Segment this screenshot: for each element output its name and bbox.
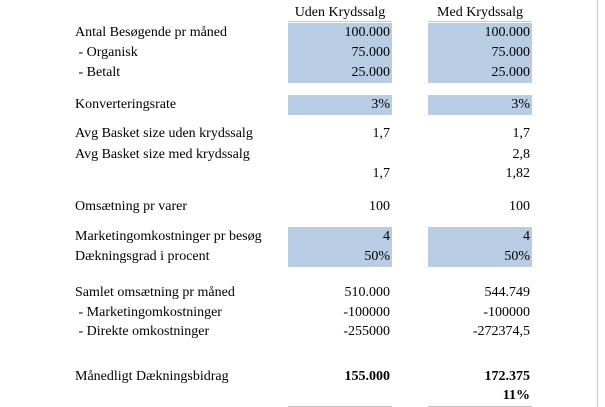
cell-med[interactable]: 172.375 xyxy=(484,369,530,384)
cell-med[interactable]: 1,7 xyxy=(512,126,530,141)
cell-uden[interactable]: 100 xyxy=(369,199,390,214)
row-marketingomkostninger xyxy=(0,303,605,323)
row-daekningsbidrag-pct xyxy=(0,386,605,406)
row-label: Samlet omsætning pr måned xyxy=(75,285,235,300)
cell-med[interactable]: -272374,5 xyxy=(472,324,530,339)
cell-med[interactable]: 11% xyxy=(502,388,530,403)
cell-uden[interactable]: 510.000 xyxy=(344,285,390,300)
row-samlet-omsaetning xyxy=(0,283,605,303)
row-konverteringsrate xyxy=(0,95,605,115)
cell-med[interactable]: 100 xyxy=(509,199,530,214)
cell-med[interactable]: 4 xyxy=(428,227,532,247)
cell-med[interactable]: -100000 xyxy=(483,305,530,320)
row-label: Antal Besøgende pr måned xyxy=(75,25,228,40)
row-antal-besoegende xyxy=(0,23,605,43)
row-organisk xyxy=(0,43,605,63)
row-label: Marketingomkostninger pr besøg xyxy=(75,229,262,244)
cell-med[interactable]: 50% xyxy=(428,247,532,267)
row-basket-med xyxy=(0,145,605,165)
row-label: Avg Basket size med krydssalg xyxy=(75,147,250,162)
cell-uden[interactable]: 25.000 xyxy=(288,63,392,83)
header-underline-1 xyxy=(288,21,392,22)
cell-uden[interactable]: 75.000 xyxy=(288,43,392,63)
row-betalt xyxy=(0,63,605,83)
row-label: Omsætning pr varer xyxy=(75,199,187,214)
cell-med[interactable]: 75.000 xyxy=(428,43,532,63)
cell-med[interactable]: 1,82 xyxy=(505,166,530,181)
row-label: - Organisk xyxy=(75,45,138,60)
row-daekningsgrad xyxy=(0,247,605,267)
row-basket-avg xyxy=(0,164,605,184)
cell-uden[interactable]: 3% xyxy=(288,95,392,115)
cell-med[interactable]: 100.000 xyxy=(428,23,532,43)
header-underline-2 xyxy=(428,21,532,22)
row-direkte-omkostninger xyxy=(0,322,605,342)
row-label: Konverteringsrate xyxy=(75,97,177,112)
row-label: - Marketingomkostninger xyxy=(75,305,222,320)
row-label: Dækningsgrad i procent xyxy=(75,249,210,264)
cell-med[interactable]: 3% xyxy=(428,95,532,115)
cell-uden[interactable]: 50% xyxy=(288,247,392,267)
cell-uden[interactable]: -100000 xyxy=(343,305,390,320)
cell-uden[interactable]: 1,7 xyxy=(372,166,390,181)
row-label: - Direkte omkostninger xyxy=(75,324,210,339)
cell-uden[interactable]: 4 xyxy=(288,227,392,247)
cell-uden[interactable]: 155.000 xyxy=(344,369,390,384)
header-med-krydssalg: Med Krydssalg xyxy=(437,5,523,20)
cell-uden[interactable]: 100.000 xyxy=(288,23,392,43)
row-label: - Betalt xyxy=(75,65,121,80)
row-marketing-pr-besoeg xyxy=(0,227,605,247)
row-omsaetning-pr-varer xyxy=(0,197,605,217)
row-maanedligt-daekningsbidrag xyxy=(0,367,605,387)
cell-med[interactable]: 544.749 xyxy=(484,285,530,300)
header-uden-krydssalg: Uden Krydssalg xyxy=(294,5,386,20)
cell-uden[interactable]: 1,7 xyxy=(372,126,390,141)
cell-med[interactable]: 2,8 xyxy=(512,147,530,162)
row-label: Månedligt Dækningsbidrag xyxy=(75,369,229,384)
row-basket-uden xyxy=(0,124,605,144)
cell-uden[interactable]: -255000 xyxy=(343,324,390,339)
cell-med[interactable]: 25.000 xyxy=(428,63,532,83)
row-label: Avg Basket size uden krydssalg xyxy=(75,126,253,141)
